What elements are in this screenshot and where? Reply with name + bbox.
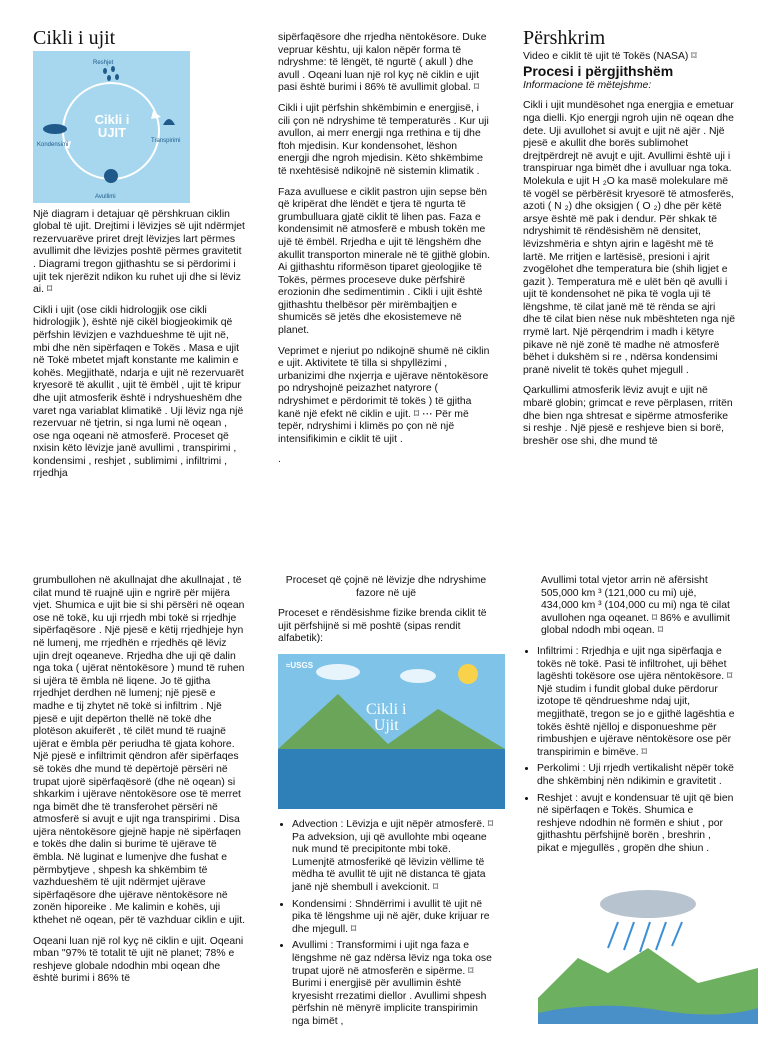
paragraph: Cikli i ujit përfshin shkëmbimin e energjisë, i cili çon në ndryshime të temperaturës . Kur uji avullon, ai merr energji nga rrethina e tij dhe ftoh mjedisin. Kur kondensohet, lëshon energji dhe ngroh mjedisin. Këto shkëmbime të nxehtësisë ndikojnë në sistemin klimatik . (278, 102, 489, 177)
paragraph: Veprimet e njeriut po ndikojnë shumë në ciklin e ujit. Aktivitete të tilla si shpyllëzimi , urbanizimi dhe nxjerrja e ujërave nëntokësore po ndryshojnë peizazhet natyrore ( ndryshimet e përdorimit të tokës ) të gjitha kanë një efekt në ciklin e ujit. ⌑ ⋯ Për më tepër, ndryshimi i klimës po çon në një intensifikimin e ciklit të ujit . (278, 345, 490, 445)
label-rain: Reshjet (93, 59, 114, 66)
column-1 (33, 27, 245, 489)
column-4 (33, 575, 245, 994)
plant-icon (163, 119, 175, 125)
column-2 (278, 32, 490, 475)
water-cycle-figure (33, 51, 190, 203)
video-caption: Video e ciklit të ujit të Tokës (NASA) ⌑ (523, 50, 697, 62)
paragraph: Faza avulluese e ciklit pastron ujin sepse bën që kripërat dhe lëndët e tjera të ngurta të grumbulluara gjatë ciklit të lihen pas. Faza e kondensimit në atmosferë e mbush tokën me ujë të ëmbël. Rrjedha e ujit të lëngshëm dhe akullit transporton minerale në të gjithë globin. Ai gjithashtu riformëson tiparet gjeologjike të Tokës, përmes proceseve duke përfshirë erozionin dhe sedimentimin . Cikli i ujit është gjithashtu thelbësor për mirëmbajtjen e shumicës së jetës dhe ekosistemeve në planet. (278, 186, 490, 337)
mountain-rain-illustration (538, 888, 758, 1024)
paragraph: Proceset e rëndësishme fizike brenda ciklit të ujit përfshijnë si më poshtë (sipas rendit alfabetik): (278, 608, 487, 645)
paragraph: Cikli i ujit mundësohet nga energjia e emetuar nga dielli. Kjo energji ngroh ujin në oqean dhe dete. Uji avullohet si avujt e ujit në ajër . Një pjesë e akullit dhe borës sublimohet drejtpërdrejt në avujt e ujit. Avullimi është uji i transpiruar nga bimët dhe i avulluar nga toka. Molekula e ujit H ₂O ka masë molekulare më të vogël se përbërësit kryesorë të atmosferës, azoti ( N ₂) dhe oksigjen ( O ₂) dhe për këtë arsye është më pak i dendur. Për shkak të ndryshimit të rëndësishëm në densitet, lëvizshmëria e shtyn ajrin e lagësht më të lartë. Me rritjen e lartësisë, presioni i ajrit zvogëlohet dhe temperatura bie (shih ligjet e gazit ). Temperatura më e ulët bën që avulli i ujit të kondensohet në pika të vogla uji të lëngshme, të cilat janë më të rënda se ajri dhe të cilat bien nëse nuk mbështeten nga një rrymë lart. Një përqendrim i madh i këtyre pikave në një zonë të madhe në atmosferë bëhet i dukshëm si re , ndërsa kondensimi pranë nivelit të tokës quhet mjegull . (523, 100, 736, 376)
list-item: • Kondensimi : Shndërrimi i avullit të ujit në pika të lëngshme uji në ajër, duke krijuar re dhe mjegull. ⌑ (292, 899, 494, 937)
paragraph: grumbullohen në akullnajat dhe akullnajat , të cilat mund të ruajnë ujin e ngrirë për mijëra vjet. Shumica e ujit bie si shi përsëri në oqean ose në tokë, ku uji rrjedh mbi tokë si rrjedhje sipërfaqësore . Një pjesë e këtij rrjedhjeje hyn në lumenj, me rrjedhën e rrjedhës që lëviz ujin drejt oqeaneve. Rrjedha dhe uji që dalin nga toka ( ujërat nëntokësore ) mund të ruhen si ujëra të ëmbla në liqene. Jo të gjitha rrjedhjet derdhen në lumenj; një pjesë e madhe e tij zhytet në tokë si infiltrim . Një pjesë e ujit depërton thellë në tokë dhe plotëson akuiferët , të cilët mund të ruajnë ujërat e ëmbla për periudha të gjata kohore. Një pjesë e infiltrimit qëndron afër sipërfaqes së tokës dhe mund të depërtojë përsëri në trupat ujorë sipërfaqësorë (dhe në oqean) si shkarkim i ujërave nëntokësore ose të merret nga bimët dhe të transferohet përsëri në atmosferë si avujt e ujit nga transpirimi . Disa ujëra nëntokësore gjejnë hapje në sipërfaqen e tokës dhe dalin si burime të ujërave të ëmbla. Në luginat e lumenjve dhe fushat e përmbytjeve , shpesh ka shkëmbim të vazhdueshëm të ujit ndërmjet ujërave sipërfaqësore dhe ujërave nëntokësore në zonën hiporeike . Me kalimin e kohës, uji kthehet në oqean, për të vazhduar ciklin e ujit. (33, 575, 245, 927)
paragraph: Oqeani luan një rol kyç në ciklin e ujit. Oqeani mban "97% të totalit të ujit në planet; 78% e reshjeve globale ndodhin mbi oqean dhe është burimi i 86% të (33, 935, 244, 985)
list-item: • Avullimi : Transformimi i ujit nga faza e lëngshme në gaz ndërsa lëviz nga toka ose trupat ujorë në atmosferën e sipërme. ⌑ Burimi i energjisë për avullimin është kryesisht rrezatimi diellor . Avullimi shpesh përfshin në mënyrë implicite transpirimin nga bimët , (292, 940, 494, 1028)
label-transpiration: Transpirimi (151, 137, 181, 144)
list-item: • Advection : Lëvizja e ujit nëpër atmosferë. ⌑ Pa adveksion, uji që avullohte mbi oqeane nuk mund të precipitonte mbi tokë. Lumenjtë atmosferikë që lëvizin vëllime të mëdha të avullit të ujit në distanca të gjata janë një shembull i avekcionit. ⌑ (292, 819, 494, 895)
process-list (278, 819, 494, 1029)
page-title: Cikli i ujit (33, 27, 116, 49)
intro-paragraph: Cikli i ujit (ose cikli hidrologjik ose cikli hidrologjik ), është një cikël biogjeokimik që përfshin lëvizjen e vazhdueshme të ujit në, mbi dhe nën sipërfaqen e Tokës . Masa e ujit në Tokë mbetet mjaft konstante me kalimin e kohës. Megjithatë, ndarja e ujit në rezervuarët kryesorë të akullit , ujit të ëmbël , ujit të kripur dhe ujit atmosferik është i ndryshueshëm dhe varet nga variablat klimatikë . Uji lëviz nga një rezervuar në tjetrin, si nga lumi në oqean , ose nga oqeani në atmosferë. Proceset që nxisin këto lëvizje janë avullimi , transpirimi , kondensimi , reshjet , sublimimi , infiltrimi , rrjedhja (33, 304, 244, 480)
figure-center-title: Cikli i UJIT (94, 111, 130, 140)
figure-caption: Një diagram i detajuar që përshkruan ciklin global të ujit. Drejtimi i lëvizjes së ujit ndërmjet rezervuarëve priret drejt lëvizjes lart përmes avullimit dhe lëvizjes poshtë përmes gravitetit . Diagrami tregon gjithashtu se si përdorimi i ujit tek njerëzit ndikon ku ruhet uji dhe si lëviz ai. ⌑ (33, 208, 245, 296)
section-title: Përshkrim (523, 27, 606, 49)
paragraph: Qarkullimi atmosferik lëviz avujt e ujit në mbarë globin; grimcat e reve përplasen, rritën dhe bien nga shtresat e sipërme atmosferike si reshje . Një pjesë e reshjeve bien si borë, breshër ose shi, dhe mund të (523, 385, 733, 447)
paragraph: sipërfaqësore dhe rrjedha nëntokësore. Duke vepruar kështu, uji kalon nëpër forma të ndryshme: të lëngët, të ngurtë ( akull ) dhe avull . Oqeani luan një rol kyç në ciklin e ujit pasi është burimi i 86% të avullimit global. ⌑ (278, 32, 487, 94)
list-item: • Reshjet : avujt e kondensuar të ujit që bien në sipërfaqen e Tokës. Shumica e reshjeve ndodhin në formën e shiut , por gjithashtu përfshijnë borën , breshrin , pikat e mjegullës , gropën dhe shiun . (537, 793, 735, 856)
cloud-icon (43, 124, 67, 134)
column-6 (523, 575, 735, 859)
usgs-poster-image (278, 654, 505, 809)
list-item: • Infiltrimi : Rrjedhja e ujit nga sipërfaqja e tokës në tokë. Pasi të infiltrohet, uji bëhet lagështi tokësore ose ujëra nëntokësore. ⌑ Një studim i fundit global duke përdorur izotope të qëndrueshme ndaj ujit, megjithatë, tregon se jo e gjithë lagështia e tokës është njëlloj e disponueshme për rimbushjen e ujërave nëntokësore ose për transpirimin e bimëve. ⌑ (537, 646, 735, 759)
section-heading: Procesi i përgjithshëm (523, 63, 674, 80)
trailing-dot: . (278, 454, 281, 466)
list-item: • Perkolimi : Uji rrjedh vertikalisht nëpër tokë dhe shkëmbinj nën ndikimin e gravitetit . (537, 763, 735, 788)
poster-title: Cikli i Ujit (366, 700, 407, 734)
paragraph: Avullimi total vjetor arrin në afërsisht 505,000 km ³ (121,000 cu mi) ujë, 434,000 km ³ (104,000 cu mi) nga të cilat avullohen nga oqeanet. ⌑ 86% e avullimit global ndodh mbi oqean. ⌑ (541, 575, 731, 637)
label-evaporation: Avullimi (95, 193, 116, 200)
column-3 (523, 27, 736, 456)
usgs-logo: ≈USGS (286, 660, 314, 670)
further-info: Informacione të mëtejshme: (523, 79, 652, 91)
section-heading: Proceset që çojnë në lëvizje dhe ndryshime fazore në ujë (285, 575, 487, 599)
precipitation-diagram (538, 888, 758, 1048)
label-condensation: Kondensimi (37, 141, 69, 148)
process-list (523, 646, 735, 856)
column-5 (278, 575, 494, 1032)
